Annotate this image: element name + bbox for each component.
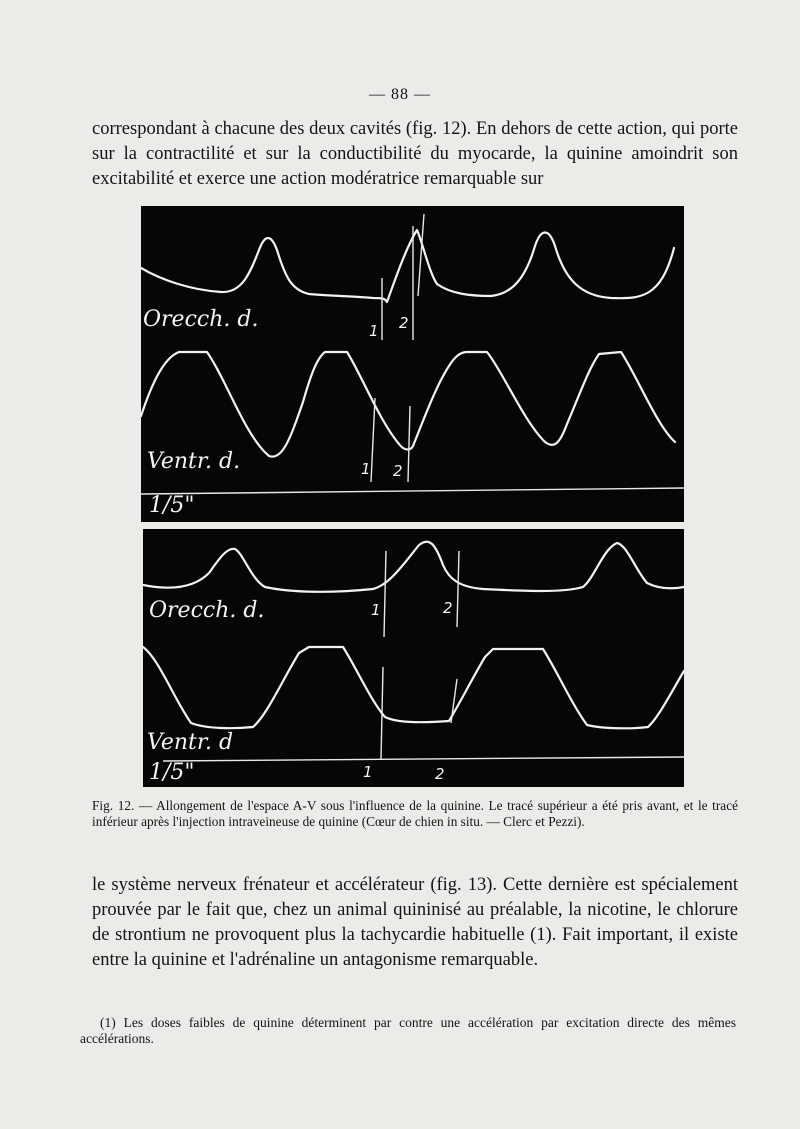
marker-line-2-bottom-atrial (457, 551, 459, 627)
time-baseline-top (141, 488, 684, 494)
body-paragraph-bottom: le système nerveux frénateur et accélérateur (fig. 13). Cette dernière est spécialement prouvée par le fait que, chez un animal quininisé au préalable, la nicotine, le chlorure de strontium ne provoquent plus la tachycardie habituelle (1). Fait important, il existe entre la quinine et l'adrénaline un antagonisme remarquable. (92, 875, 738, 970)
marker-1-label-top: 1 (369, 322, 379, 340)
marker-2-label-bottom-time: 2 (435, 765, 445, 783)
time-scale-top: 1/5" (149, 493, 195, 518)
marker-1-label-bottom-time: 1 (363, 763, 373, 781)
marker-2-label-top: 2 (399, 314, 409, 332)
page-number: — 88 — (369, 86, 431, 103)
marker-2-label-bottom: 2 (443, 599, 453, 617)
marker-1-label-bottom: 1 (371, 601, 381, 619)
marker-line-1-bottom-atrial (384, 551, 386, 637)
tracing-after-quinine (143, 529, 684, 787)
time-scale-bottom: 1/5" (149, 760, 195, 785)
marker-1-label-top-vent: 1 (361, 460, 371, 478)
ventricular-trace-top (141, 352, 675, 457)
marker-line-1-top-vent (371, 398, 375, 482)
marker-2-label-top-vent: 2 (393, 462, 403, 480)
marker-line-2-bottom-vent (451, 679, 457, 723)
tracing-before-quinine (141, 206, 684, 522)
marker-line-1-bottom-vent (381, 667, 383, 759)
marker-line-2-top-vent (408, 406, 410, 482)
label-oreillette-bottom: Orecch. d. (149, 598, 265, 623)
marker-line-3-top-atrial (418, 214, 424, 296)
body-paragraph-top: correspondant à chacune des deux cavités (fig. 12). En dehors de cette action, qui porte sur la contractilité et sur la conductibilité du myocarde, la quinine amoindrit son excitabilité et exerce une action modératrice remarquable sur (92, 119, 738, 189)
figure-caption: Fig. 12. — Allongement de l'espace A-V sous l'influence de la quinine. Le tracé supérieur a été pris avant, et le tracé inférieur après l'injection intraveineuse de quinine (Cœur de chien in situ. — Clerc et Pezzi). (92, 798, 738, 829)
label-ventricule-bottom: Ventr. d (147, 730, 234, 755)
ventricular-trace-bottom (143, 647, 684, 728)
time-baseline-bottom (163, 757, 684, 761)
footnote: (1) Les doses faibles de quinine déterminent par contre une accélération par excitation directe des mêmes accélérations. (80, 1015, 736, 1046)
label-ventricule-top: Ventr. d. (147, 449, 241, 474)
tracing-before-svg (141, 206, 684, 522)
atrial-trace-top (141, 230, 674, 302)
atrial-trace-bottom (143, 542, 684, 592)
label-oreillette-top: Orecch. d. (143, 307, 259, 332)
tracing-after-svg (143, 529, 684, 787)
